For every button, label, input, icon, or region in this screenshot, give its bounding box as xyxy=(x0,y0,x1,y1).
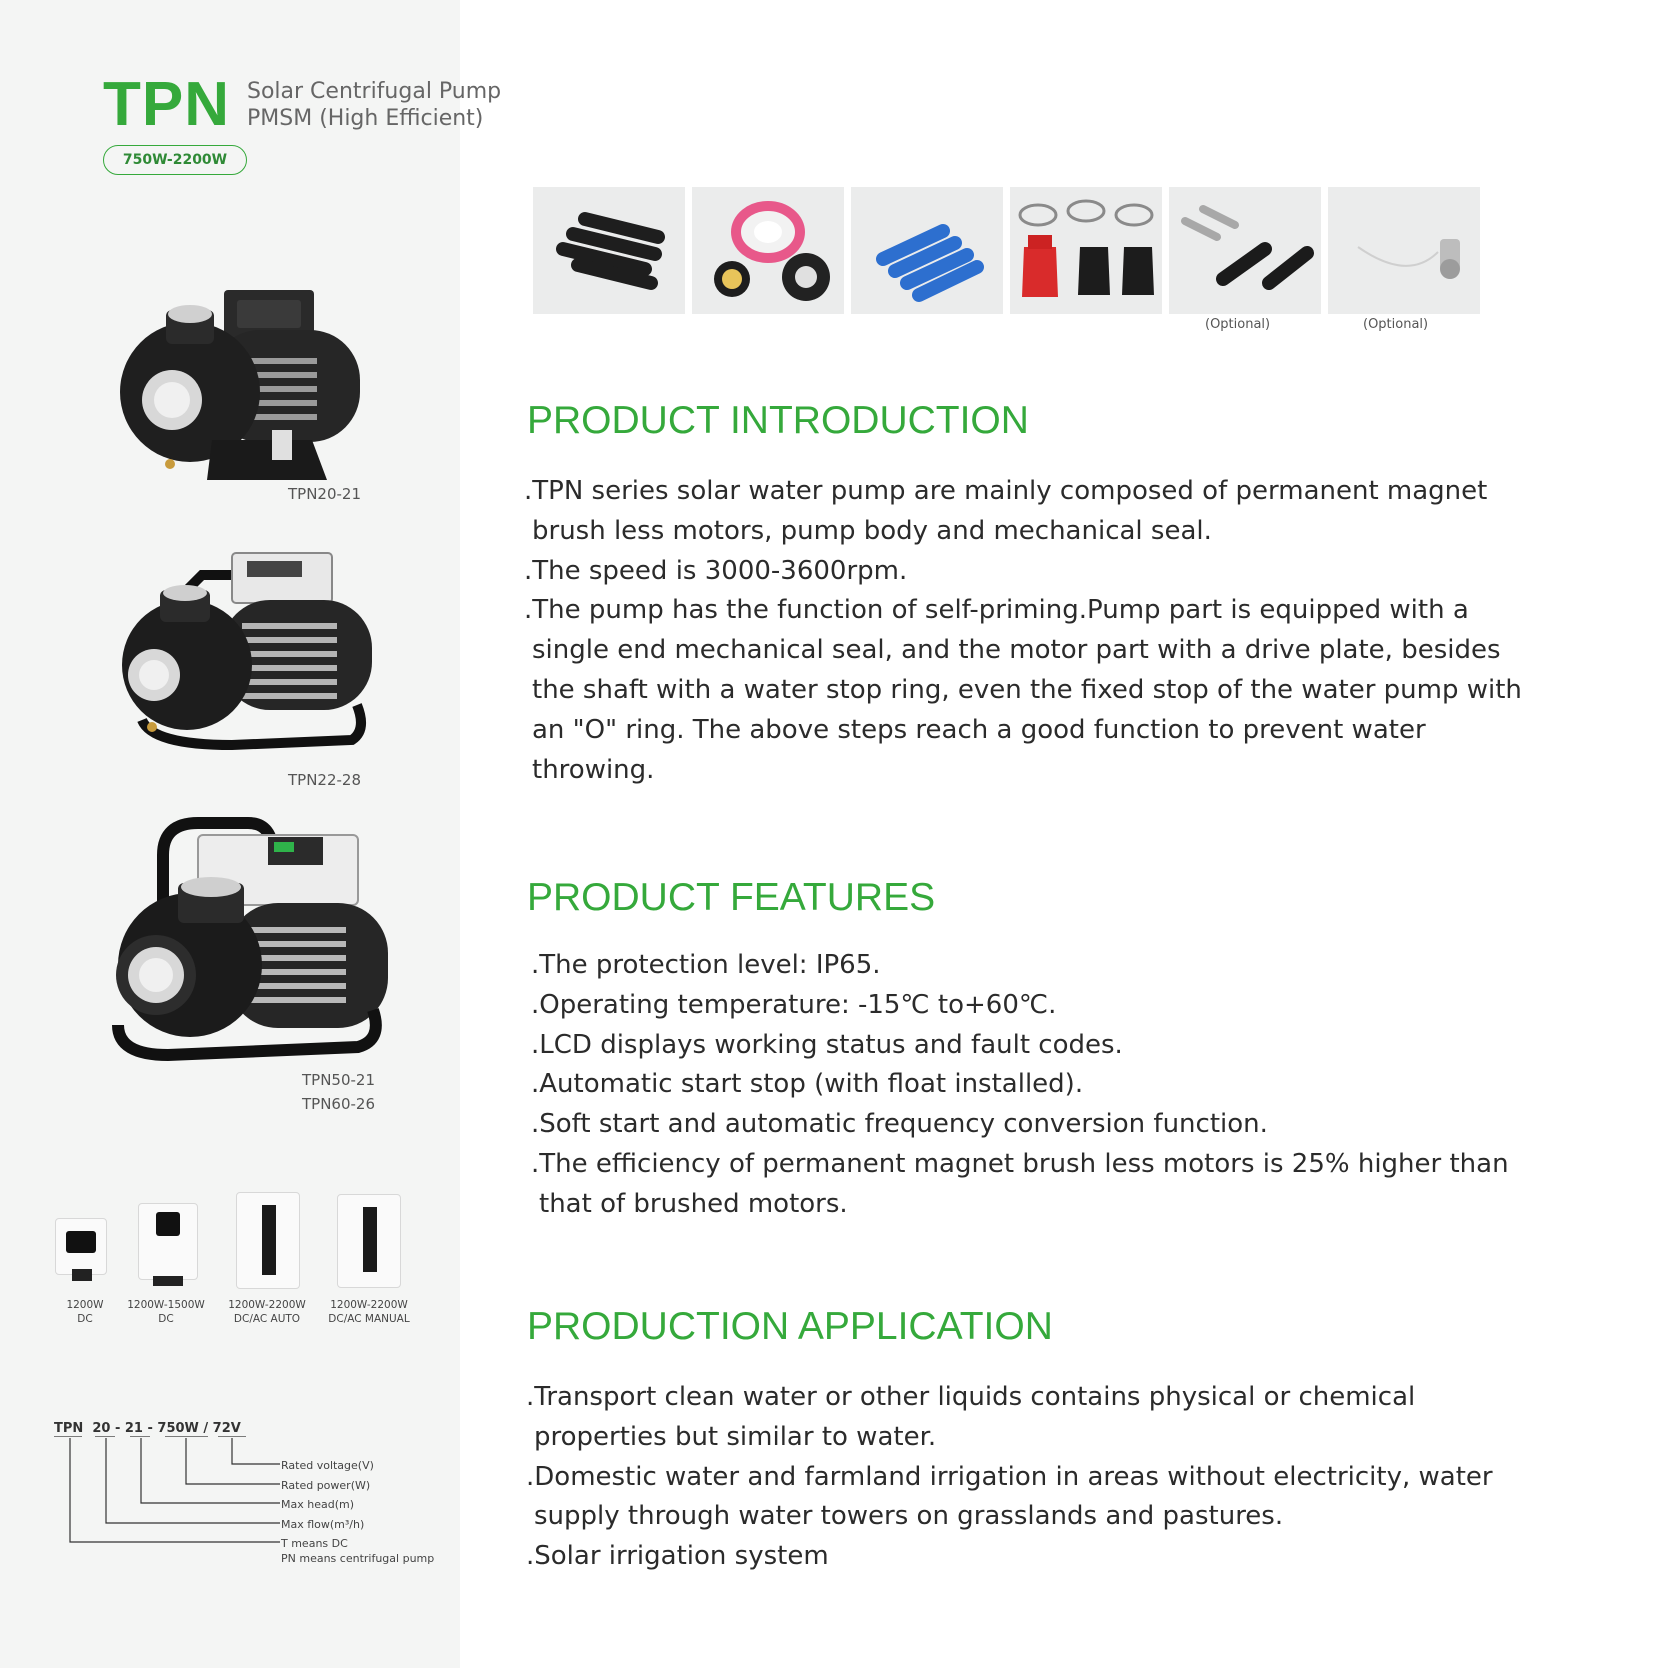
subtitle-line-1: Solar Centrifugal Pump xyxy=(247,79,502,104)
legend-max-head: Max head(m) xyxy=(281,1498,354,1511)
controller-label-3: 1200W-2200W DC/AC AUTO xyxy=(228,1299,306,1325)
controller-label-2: 1200W-1500W DC xyxy=(127,1299,205,1325)
pump-image-tpn20 xyxy=(112,280,372,495)
pump-label-1: TPN20-21 xyxy=(288,485,362,503)
introduction-text: .TPN series solar water pump are mainly composed of permanent magnet brush less motors, pump body and mechanical seal. .The speed is 3000-3600rpm. .The pump has the function of self-priming.Pump part is equipped with a single end mechanical seal, and the motor part with a drive plate, besides the shaft with a water stop ring, even the fixed stop of the water pump with an "O" ring. The above steps reach a good function to prevent water throwing. xyxy=(524,476,1522,785)
brand-name: TPN xyxy=(103,70,230,139)
legend-t-means-dc: T means DC xyxy=(281,1537,348,1550)
model-code-leader-lines xyxy=(50,1436,290,1546)
legend-rated-voltage: Rated voltage(V) xyxy=(281,1459,374,1472)
pump-label-2: TPN22-28 xyxy=(288,771,362,789)
pump-label-3 xyxy=(302,1068,375,1116)
controller-label-4: 1200W-2200W DC/AC MANUAL xyxy=(328,1299,410,1325)
legend-rated-power: Rated power(W) xyxy=(281,1479,371,1492)
optional-label-2: (Optional) xyxy=(1363,317,1429,332)
accessory-sealing-tape xyxy=(692,187,844,314)
brand-subtitle xyxy=(247,78,501,132)
pump-label-3-line-2: TPN60-26 xyxy=(302,1095,376,1113)
introduction-heading: PRODUCT INTRODUCTION xyxy=(527,399,1029,442)
power-range-badge: 750W-2200W xyxy=(103,145,247,175)
features-text: .The protection level: IP65. .Operating temperature: -15℃ to+60℃. .LCD displays working status and fault codes. .Automatic start stop (with float installed). .Soft start and automatic frequency conversion function. .The efficiency of permanent magnet brush less motors is 25% higher than that of brushed motors. xyxy=(531,950,1509,1219)
application-text: .Transport clean water or other liquids contains physical or chemical properties but similar to water. .Domestic water and farmland irrigation in areas without electricity, water supply through water towers on grasslands and pastures. .Solar irrigation system xyxy=(526,1382,1493,1572)
pump-image-tpn22 xyxy=(112,545,377,770)
pump-label-3-line-1: TPN50-21 xyxy=(302,1071,376,1089)
accessory-butt-connectors xyxy=(851,187,1003,314)
accessory-clamps-foot-valve xyxy=(1010,187,1162,314)
legend-pn-means: PN means centrifugal pump xyxy=(281,1552,435,1565)
features-heading: PRODUCT FEATURES xyxy=(527,876,936,919)
controller-dc-ac-manual xyxy=(337,1194,401,1288)
model-code: TPN 20 - 21 - 750W / 72V xyxy=(54,1421,241,1436)
optional-label-1: (Optional) xyxy=(1205,317,1271,332)
controller-label-1: 1200W DC xyxy=(66,1299,104,1325)
legend-max-flow: Max flow(m³/h) xyxy=(281,1518,365,1531)
application-heading: PRODUCTION APPLICATION xyxy=(527,1305,1053,1348)
controller-dc-ac-auto xyxy=(236,1192,300,1289)
accessory-float-switch xyxy=(1328,187,1480,314)
accessory-heat-shrink-tubes xyxy=(533,187,685,314)
controller-1200w-1500w-dc xyxy=(138,1203,198,1280)
controller-1200w-dc xyxy=(55,1218,107,1275)
pump-image-tpn50 xyxy=(108,815,398,1077)
subtitle-line-2: PMSM (High Efficient) xyxy=(247,106,484,131)
accessory-solar-connectors xyxy=(1169,187,1321,314)
